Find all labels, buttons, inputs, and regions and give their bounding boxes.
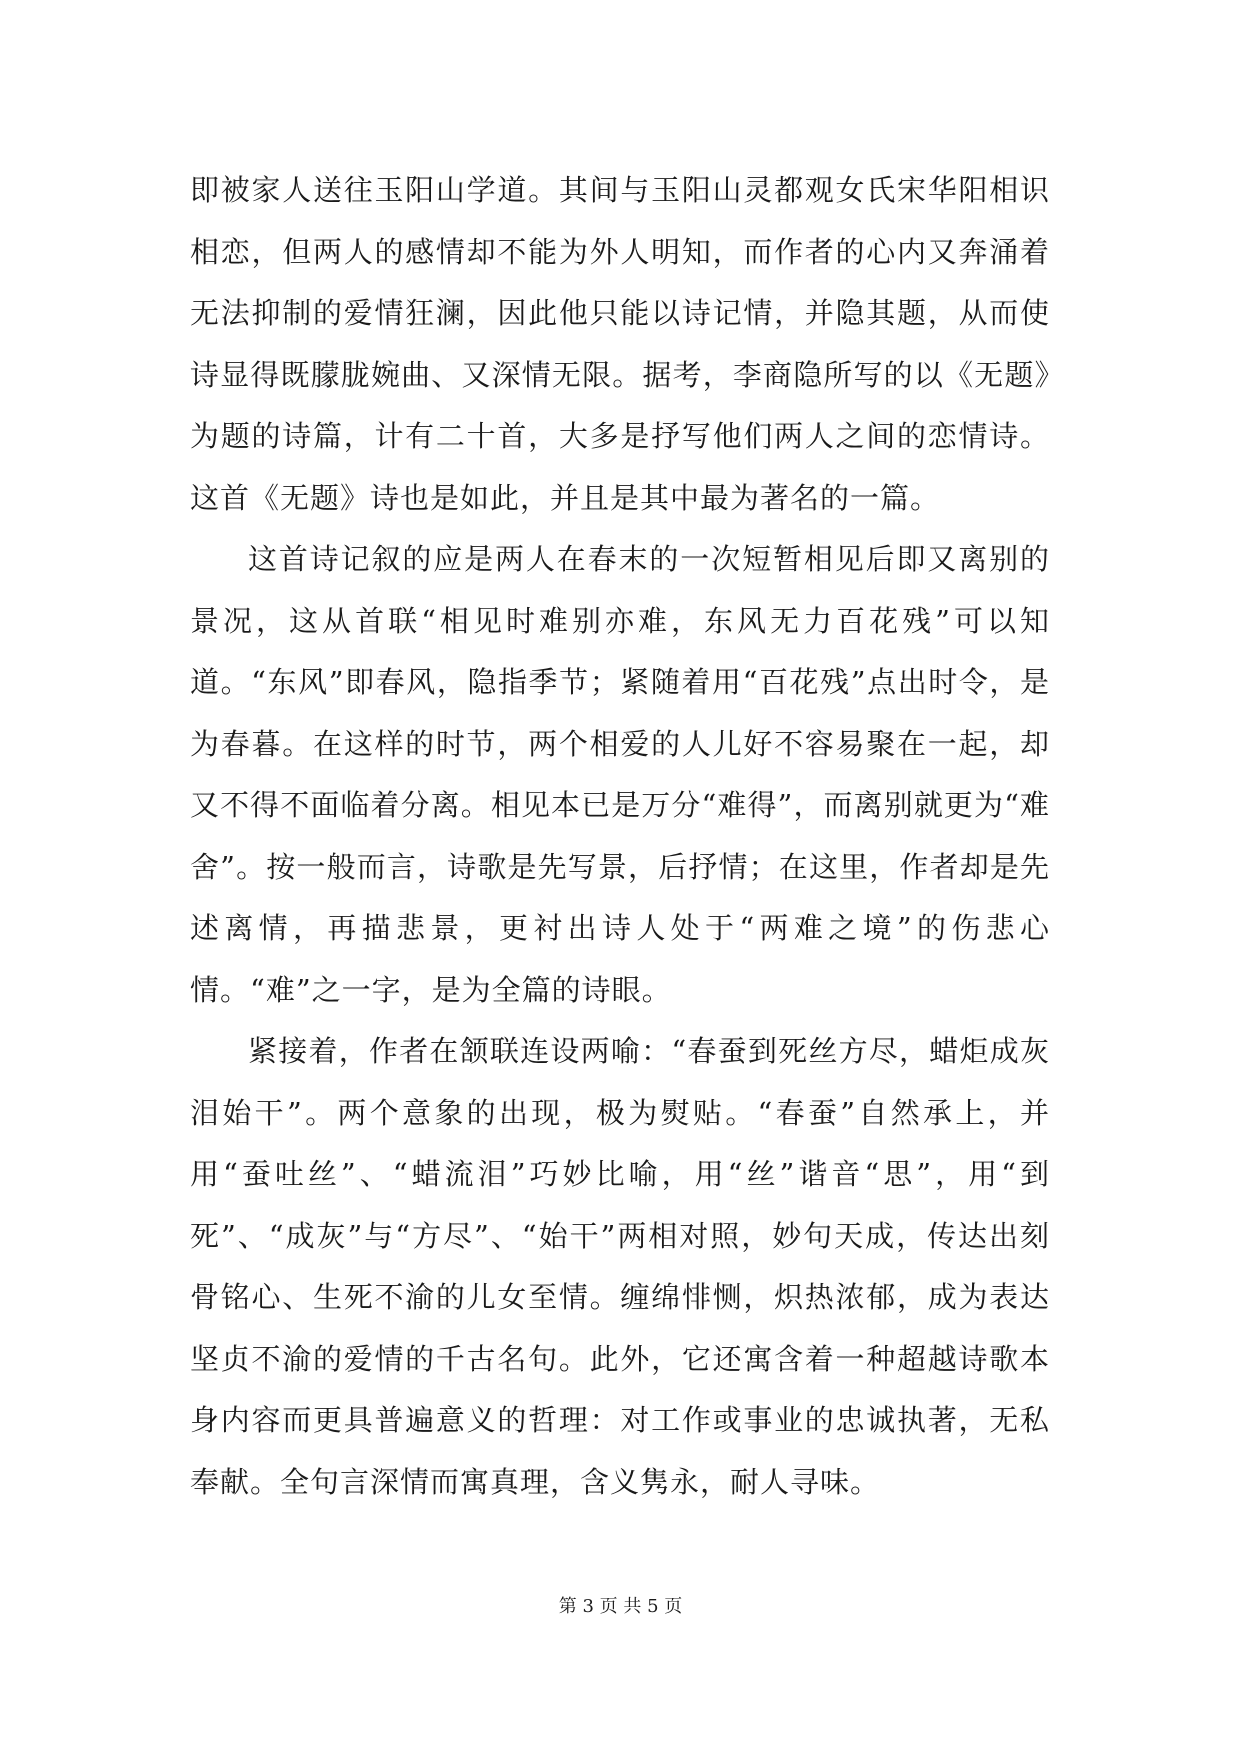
paragraph-3: 紧接着，作者在颔联连设两喻：“春蚕到死丝方尽，蜡炬成灰泪始干”。两个意象的出现，极为熨贴。“春蚕”自然承上，并用“蚕吐丝”、“蜡流泪”巧妙比喻，用“丝”谐音“思”，用“到死”、“成灰”与“方尽”、“始干”两相对照，妙句天成，传达出刻骨铭心、生死不渝的儿女至情。缠绵悱恻，炽热浓郁，成为表达坚贞不渝的爱情的千古名句。此外，它还寓含着一种超越诗歌本身内容而更具普遍意义的哲理：对工作或事业的忠诚执著，无私奉献。全句言深情而寓真理，含义隽永，耐人寻味。 [190, 1034, 1050, 1499]
footer-current-page: 3 [582, 1596, 594, 1617]
paragraph-2: 这首诗记叙的应是两人在春末的一次短暂相见后即又离别的景况，这从首联“相见时难别亦难，东风无力百花残”可以知道。“东风”即春风，隐指季节；紧随着用“百花残”点出时令，是为春暮。在这样的时节，两个相爱的人儿好不容易聚在一起，却又不得不面临着分离。相见本已是万分“难得”，而离别就更为“难舍”。按一般而言，诗歌是先写景，后抒情；在这里，作者却是先述离情，再描悲景，更衬出诗人处于“两难之境”的伤悲心情。“难”之一字，是为全篇的诗眼。 [190, 542, 1050, 1007]
footer-suffix: 页 [664, 1596, 683, 1617]
footer-total-pages: 5 [647, 1596, 659, 1617]
document-body [190, 160, 1050, 1513]
footer-middle: 页 共 [599, 1596, 642, 1617]
footer-prefix: 第 [558, 1596, 577, 1617]
paragraph-1: 即被家人送往玉阳山学道。其间与玉阳山灵都观女氏宋华阳相识相恋，但两人的感情却不能为外人明知，而作者的心内又奔涌着无法抑制的爱情狂澜，因此他只能以诗记情，并隐其题，从而使诗显得既朦胧婉曲、又深情无限。据考，李商隐所写的以《无题》为题的诗篇，计有二十首，大多是抒写他们两人之间的恋情诗。这首《无题》诗也是如此，并且是其中最为著名的一篇。 [190, 173, 1050, 515]
page-footer [0, 1595, 1241, 1619]
